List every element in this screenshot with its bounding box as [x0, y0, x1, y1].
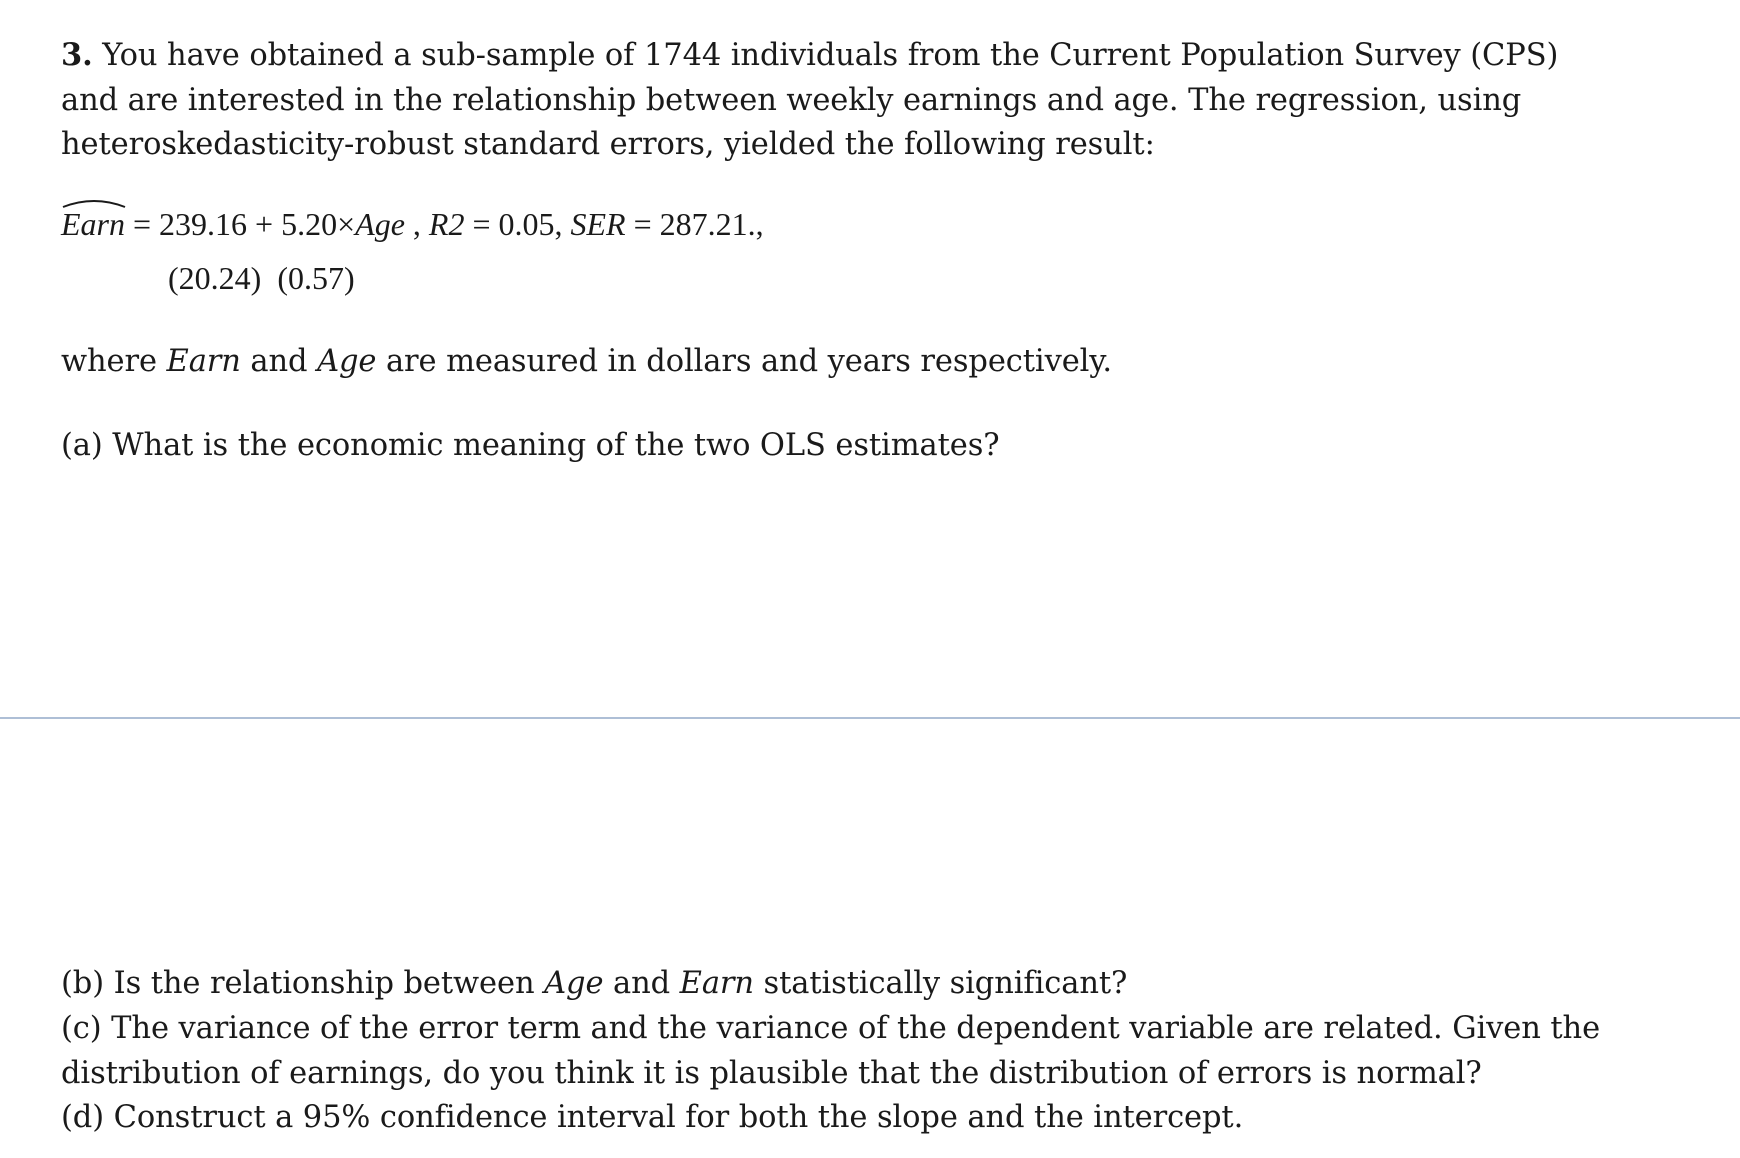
- part-d: (d) Construct a 95% confidence interval for both the slope and the intercept.: [61, 1100, 1244, 1135]
- equation-intercept-slope: = 239.16 + 5.20×: [125, 206, 356, 242]
- where-age: Age: [317, 344, 377, 379]
- part-c: (c) The variance of the error term and the variance of the dependent variable are related. Given the distribution of earnings, do you think it is plausible that the distribution of errors is normal?: [61, 1011, 1601, 1091]
- part-b-earn: Earn: [679, 966, 754, 1001]
- earn-hat: [61, 206, 125, 243]
- where-pre: where: [61, 344, 167, 379]
- part-b: [61, 962, 1127, 1007]
- question-number: 3.: [61, 37, 93, 73]
- part-b-mid: and: [603, 966, 680, 1001]
- part-b-age: Age: [544, 966, 604, 1001]
- where-mid: and: [240, 344, 318, 379]
- page-divider: [0, 717, 1740, 719]
- equation-ser-value: = 287.21.,: [625, 206, 764, 242]
- equation-age: Age: [355, 206, 405, 242]
- where-earn: Earn: [166, 344, 241, 379]
- part-b-pre: (b) Is the relationship between: [61, 966, 545, 1001]
- equation-r2-label: R2: [428, 206, 465, 242]
- question-intro: [61, 33, 1621, 168]
- equation-r2-value: = 0.05,: [464, 206, 571, 242]
- equation-lhs: Earn: [61, 206, 125, 242]
- regression-equation: [61, 206, 764, 243]
- part-b-post: statistically significant?: [753, 966, 1128, 1001]
- where-post: are measured in dollars and years respectively.: [376, 344, 1112, 379]
- hat-accent-icon: [61, 197, 127, 209]
- se-slope: (0.57): [277, 260, 355, 296]
- se-intercept: (20.24): [168, 260, 262, 296]
- where-sentence: [61, 340, 1112, 385]
- equation-sep: ,: [404, 206, 429, 242]
- equation-ser-label: SER: [570, 206, 626, 242]
- standard-errors: [168, 260, 355, 297]
- intro-text: You have obtained a sub-sample of 1744 individuals from the Current Population Survey (CPS) and are interested in the relationship between weekly earnings and age. The regression, using heteroskedasticity-robust standard errors, yielded the following result:: [61, 38, 1559, 162]
- part-a: (a) What is the economic meaning of the two OLS estimates?: [61, 428, 1000, 463]
